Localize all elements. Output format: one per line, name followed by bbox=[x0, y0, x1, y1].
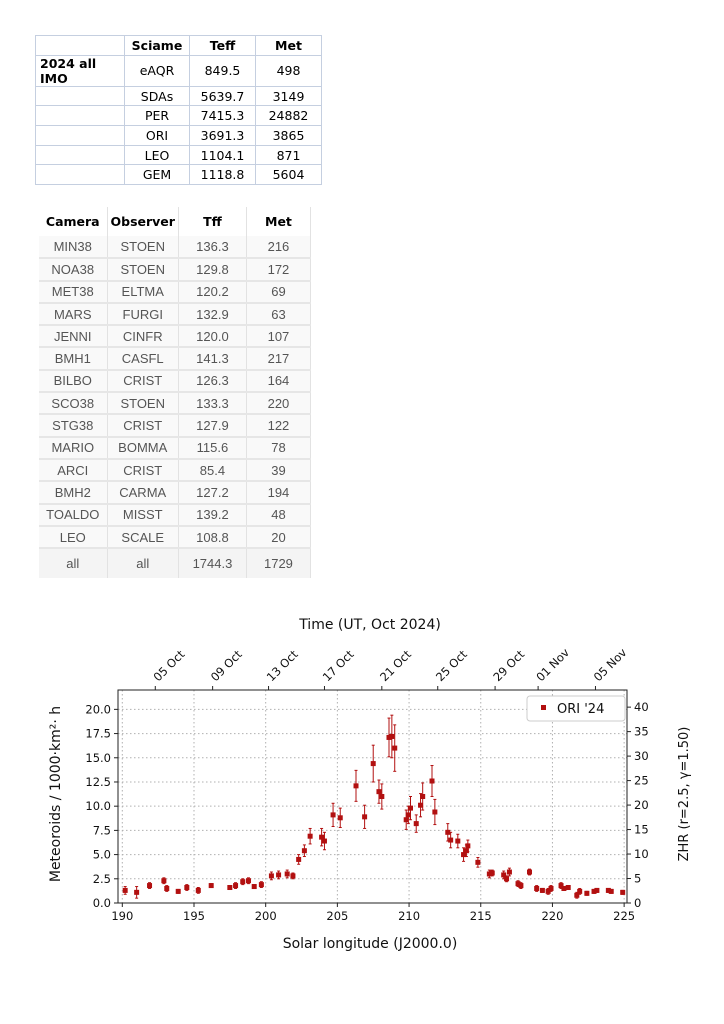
observer-cell: STOEN bbox=[107, 258, 178, 280]
met-cell: 5604 bbox=[256, 165, 322, 185]
table-row bbox=[36, 165, 322, 185]
data-point bbox=[240, 879, 245, 884]
y-right-axis-ticks bbox=[627, 700, 649, 910]
table-row bbox=[36, 106, 322, 126]
y-tick-label: 7.5 bbox=[92, 823, 111, 838]
table-row bbox=[39, 258, 310, 280]
data-point bbox=[389, 734, 394, 739]
tff-cell: 127.9 bbox=[178, 414, 246, 436]
y-tick-label: 17.5 bbox=[85, 726, 111, 741]
data-point bbox=[594, 888, 599, 893]
data-point bbox=[161, 878, 166, 883]
top-tick-label: 13 Oct bbox=[263, 647, 301, 685]
empty-cell bbox=[36, 145, 125, 165]
empty-cell bbox=[36, 165, 125, 185]
observer-header: Observer bbox=[107, 207, 178, 236]
data-point bbox=[475, 860, 480, 865]
legend-label: ORI '24 bbox=[557, 702, 605, 717]
met-cell: 122 bbox=[246, 414, 310, 436]
table-row bbox=[39, 281, 310, 303]
summary-row-label: 2024 all IMO bbox=[36, 55, 125, 86]
top-tick-label: 01 Nov bbox=[533, 645, 573, 685]
data-point bbox=[227, 885, 232, 890]
met-cell: 69 bbox=[246, 281, 310, 303]
data-point bbox=[561, 886, 566, 891]
data-point bbox=[406, 812, 411, 817]
top-tick-label: 05 Oct bbox=[150, 647, 188, 685]
y-right-tick-label: 35 bbox=[634, 724, 649, 739]
tff-cell: 120.2 bbox=[178, 281, 246, 303]
summary-header-blank bbox=[36, 36, 125, 56]
data-point bbox=[540, 888, 545, 893]
camera-cell: MIN38 bbox=[39, 236, 107, 258]
shower-cell: SDAs bbox=[125, 86, 190, 106]
y-tick-label: 5.0 bbox=[92, 847, 111, 862]
teff-cell: 5639.7 bbox=[190, 86, 256, 106]
table-row bbox=[39, 236, 310, 258]
data-point bbox=[404, 817, 409, 822]
met-cell: 172 bbox=[246, 258, 310, 280]
data-point bbox=[209, 883, 214, 888]
y-right-tick-label: 30 bbox=[634, 749, 649, 764]
y-axis-ticks bbox=[85, 702, 118, 910]
x-axis-label: Solar longitude (J2000.0) bbox=[282, 936, 458, 952]
data-point bbox=[252, 884, 257, 889]
met-cell: 24882 bbox=[256, 106, 322, 126]
observer-cell: CRIST bbox=[107, 459, 178, 481]
tff-cell: 120.0 bbox=[178, 325, 246, 347]
shower-cell: GEM bbox=[125, 165, 190, 185]
table-row bbox=[39, 370, 310, 392]
y-right-tick-label: 5 bbox=[634, 871, 642, 886]
camera-header: Camera bbox=[39, 207, 107, 236]
x-tick-label: 195 bbox=[183, 909, 205, 923]
camera-cell: BILBO bbox=[39, 370, 107, 392]
teff-cell: 849.5 bbox=[190, 55, 256, 86]
y-tick-label: 12.5 bbox=[85, 774, 111, 789]
empty-cell bbox=[36, 126, 125, 146]
data-point bbox=[285, 871, 290, 876]
observer-cell: MISST bbox=[107, 504, 178, 526]
tff-cell: 108.8 bbox=[178, 526, 246, 548]
top-axis-label: Time (UT, Oct 2024) bbox=[299, 617, 441, 633]
data-point bbox=[432, 809, 437, 814]
table-row bbox=[39, 526, 310, 548]
camera-cell: BMH2 bbox=[39, 481, 107, 503]
camera-cell: STG38 bbox=[39, 414, 107, 436]
y-axis-label: Meteoroids / 1000·km²· h bbox=[48, 705, 64, 883]
x-tick-label: 225 bbox=[613, 909, 636, 923]
y-right-tick-label: 25 bbox=[634, 773, 649, 788]
summary-header-met: Met bbox=[256, 36, 322, 56]
tff-cell: 132.9 bbox=[178, 303, 246, 325]
data-point bbox=[464, 848, 469, 853]
tff-cell: 129.8 bbox=[178, 258, 246, 280]
summary-header-teff: Teff bbox=[190, 36, 256, 56]
camera-cell: MARIO bbox=[39, 437, 107, 459]
data-point bbox=[527, 870, 532, 875]
camera-cell: TOALDO bbox=[39, 504, 107, 526]
met-cell: 20 bbox=[246, 526, 310, 548]
met-cell: 871 bbox=[256, 145, 322, 165]
data-point bbox=[408, 806, 413, 811]
tff-cell: 136.3 bbox=[178, 236, 246, 258]
camera-cell: SCO38 bbox=[39, 392, 107, 414]
observer-cell: SCALE bbox=[107, 526, 178, 548]
top-tick-label: 21 Oct bbox=[377, 647, 414, 685]
data-point bbox=[549, 886, 554, 891]
data-point bbox=[164, 886, 169, 891]
y-tick-label: 20.0 bbox=[85, 702, 111, 717]
met-header: Met bbox=[246, 207, 310, 236]
data-point bbox=[534, 886, 539, 891]
top-tick-label: 25 Oct bbox=[432, 647, 470, 685]
data-point bbox=[176, 889, 181, 894]
data-point bbox=[290, 873, 295, 878]
table-row bbox=[39, 303, 310, 325]
table-row bbox=[39, 459, 310, 481]
top-tick-label: 17 Oct bbox=[319, 647, 357, 685]
y-right-tick-label: 0 bbox=[634, 896, 642, 910]
camera-cell: BMH1 bbox=[39, 347, 107, 369]
data-point bbox=[448, 838, 453, 843]
data-point bbox=[504, 876, 509, 881]
table-row bbox=[39, 414, 310, 436]
tff-cell: 133.3 bbox=[178, 392, 246, 414]
table-row bbox=[36, 126, 322, 146]
data-point bbox=[490, 870, 495, 875]
data-point bbox=[354, 783, 359, 788]
tff-cell: 127.2 bbox=[178, 481, 246, 503]
table-row bbox=[36, 55, 322, 86]
data-point bbox=[620, 890, 625, 895]
data-point bbox=[455, 839, 460, 844]
data-point bbox=[147, 883, 152, 888]
observer-cell: FURGI bbox=[107, 303, 178, 325]
y-right-tick-label: 40 bbox=[634, 700, 649, 715]
data-point bbox=[362, 814, 367, 819]
met-cell: 217 bbox=[246, 347, 310, 369]
table-row bbox=[39, 325, 310, 347]
table-row bbox=[39, 437, 310, 459]
data-point bbox=[233, 883, 238, 888]
y-tick-label: 0.0 bbox=[92, 896, 111, 910]
tff-cell: 85.4 bbox=[178, 459, 246, 481]
total-observer-cell: all bbox=[107, 548, 178, 578]
shower-cell: eAQR bbox=[125, 55, 190, 86]
shower-cell: LEO bbox=[125, 145, 190, 165]
camera-cell: MARS bbox=[39, 303, 107, 325]
empty-cell bbox=[36, 106, 125, 126]
observer-cell: CRIST bbox=[107, 370, 178, 392]
camera-cell: ARCI bbox=[39, 459, 107, 481]
data-point bbox=[418, 803, 423, 808]
observer-cell: STOEN bbox=[107, 392, 178, 414]
data-point bbox=[184, 885, 189, 890]
table-row bbox=[39, 504, 310, 526]
table-row bbox=[39, 392, 310, 414]
observer-cell: ELTMA bbox=[107, 281, 178, 303]
table-row bbox=[36, 145, 322, 165]
table-row bbox=[36, 86, 322, 106]
observer-cell: STOEN bbox=[107, 236, 178, 258]
tff-cell: 115.6 bbox=[178, 437, 246, 459]
tff-cell: 126.3 bbox=[178, 370, 246, 392]
top-tick-label: 09 Oct bbox=[207, 647, 245, 685]
summary-header-sciame: Sciame bbox=[125, 36, 190, 56]
y-right-tick-label: 15 bbox=[634, 822, 649, 837]
observer-cell: BOMMA bbox=[107, 437, 178, 459]
camera-cell: JENNI bbox=[39, 325, 107, 347]
x-tick-label: 200 bbox=[254, 909, 277, 923]
tff-header: Tff bbox=[178, 207, 246, 236]
data-point bbox=[259, 882, 264, 887]
summary-table-header bbox=[36, 36, 322, 56]
observer-cell: CARMA bbox=[107, 481, 178, 503]
camera-table bbox=[39, 207, 311, 578]
data-point bbox=[246, 878, 251, 883]
teff-cell: 3691.3 bbox=[190, 126, 256, 146]
data-points bbox=[123, 734, 626, 898]
total-camera-cell: all bbox=[39, 548, 107, 578]
data-point bbox=[465, 843, 470, 848]
data-point bbox=[322, 839, 327, 844]
data-point bbox=[331, 812, 336, 817]
y-tick-label: 15.0 bbox=[85, 750, 111, 765]
met-cell: 3865 bbox=[256, 126, 322, 146]
data-point bbox=[507, 870, 512, 875]
top-axis-ticks bbox=[151, 645, 630, 690]
data-point bbox=[276, 872, 281, 877]
met-cell: 194 bbox=[246, 481, 310, 503]
data-point bbox=[269, 873, 274, 878]
data-point bbox=[577, 889, 582, 894]
met-cell: 107 bbox=[246, 325, 310, 347]
y-tick-label: 2.5 bbox=[92, 871, 111, 886]
chart-grid bbox=[118, 690, 627, 903]
met-cell: 48 bbox=[246, 504, 310, 526]
data-point bbox=[414, 821, 419, 826]
table-row bbox=[39, 481, 310, 503]
camera-cell: NOA38 bbox=[39, 258, 107, 280]
x-tick-label: 190 bbox=[111, 909, 134, 923]
met-cell: 164 bbox=[246, 370, 310, 392]
met-cell: 498 bbox=[256, 55, 322, 86]
teff-cell: 1104.1 bbox=[190, 145, 256, 165]
data-point bbox=[134, 890, 139, 895]
top-tick-label: 05 Nov bbox=[590, 645, 630, 685]
teff-cell: 1118.8 bbox=[190, 165, 256, 185]
met-cell: 3149 bbox=[256, 86, 322, 106]
met-cell: 39 bbox=[246, 459, 310, 481]
met-cell: 216 bbox=[246, 236, 310, 258]
shower-cell: ORI bbox=[125, 126, 190, 146]
data-point bbox=[308, 834, 313, 839]
data-point bbox=[196, 888, 201, 893]
y-right-axis-label: ZHR (r=2.5, γ=1.50) bbox=[677, 726, 692, 862]
camera-table-body bbox=[39, 236, 310, 578]
x-axis-ticks bbox=[111, 903, 635, 923]
ori-flux-chart bbox=[0, 600, 724, 980]
data-point bbox=[518, 883, 523, 888]
data-point bbox=[430, 779, 435, 784]
observer-cell: CINFR bbox=[107, 325, 178, 347]
met-cell: 78 bbox=[246, 437, 310, 459]
table-row bbox=[39, 347, 310, 369]
data-point bbox=[338, 815, 343, 820]
empty-cell bbox=[36, 86, 125, 106]
data-point bbox=[584, 891, 589, 896]
x-tick-label: 210 bbox=[398, 909, 421, 923]
x-tick-label: 220 bbox=[541, 909, 564, 923]
shower-cell: PER bbox=[125, 106, 190, 126]
camera-cell: MET38 bbox=[39, 281, 107, 303]
legend-marker bbox=[541, 705, 546, 710]
observer-cell: CRIST bbox=[107, 414, 178, 436]
legend bbox=[527, 696, 625, 721]
data-point bbox=[609, 889, 614, 894]
total-tff-cell: 1744.3 bbox=[178, 548, 246, 578]
data-point bbox=[445, 830, 450, 835]
x-tick-label: 205 bbox=[326, 909, 349, 923]
data-point bbox=[420, 794, 425, 799]
total-met-cell: 1729 bbox=[246, 548, 310, 578]
met-cell: 63 bbox=[246, 303, 310, 325]
data-point bbox=[371, 761, 376, 766]
camera-cell: LEO bbox=[39, 526, 107, 548]
total-row bbox=[39, 548, 310, 578]
y-right-tick-label: 20 bbox=[634, 798, 649, 813]
tff-cell: 141.3 bbox=[178, 347, 246, 369]
x-tick-label: 215 bbox=[469, 909, 492, 923]
data-point bbox=[392, 746, 397, 751]
tff-cell: 139.2 bbox=[178, 504, 246, 526]
camera-table-header bbox=[39, 207, 310, 236]
observer-cell: CASFL bbox=[107, 347, 178, 369]
teff-cell: 7415.3 bbox=[190, 106, 256, 126]
data-point bbox=[296, 857, 301, 862]
data-point bbox=[123, 888, 128, 893]
data-point bbox=[302, 848, 307, 853]
top-tick-label: 29 Oct bbox=[490, 647, 528, 685]
summary-table bbox=[35, 35, 322, 185]
y-right-tick-label: 10 bbox=[634, 847, 649, 862]
y-tick-label: 10.0 bbox=[85, 799, 111, 814]
met-cell: 220 bbox=[246, 392, 310, 414]
data-point bbox=[376, 789, 381, 794]
data-point bbox=[566, 885, 571, 890]
data-point bbox=[379, 794, 384, 799]
